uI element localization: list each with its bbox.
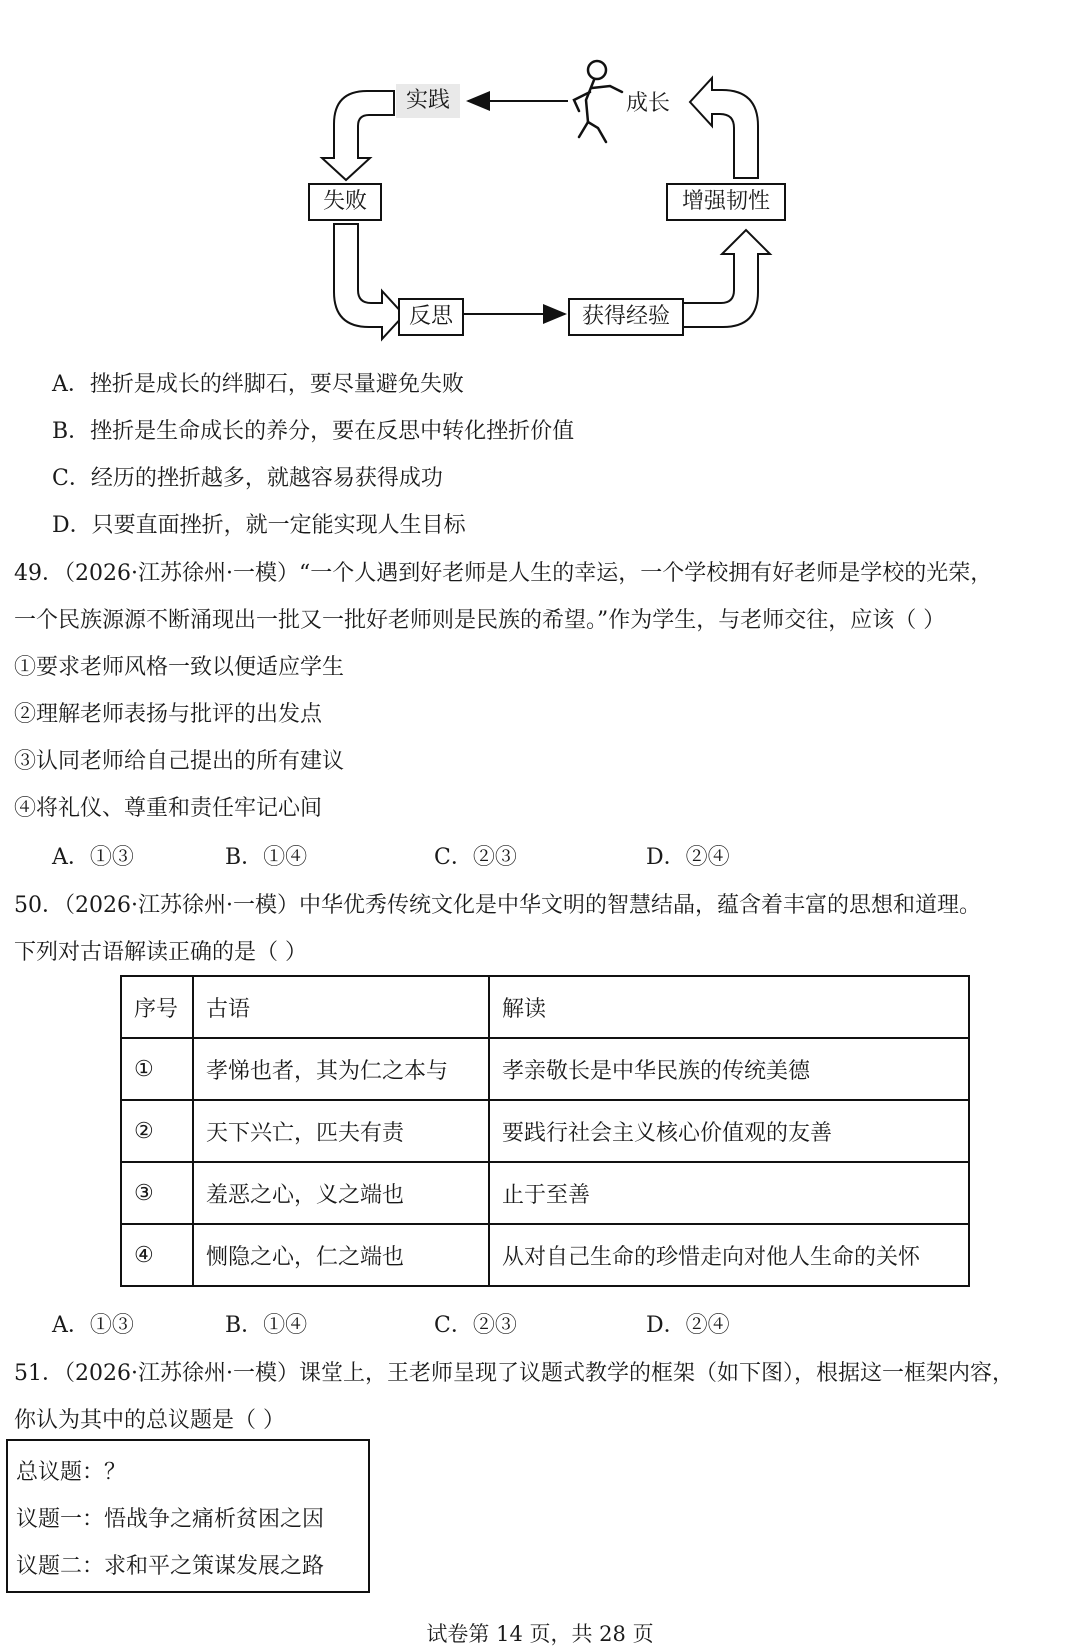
table-cell: 要践行社会主义核心价值观的友善 bbox=[489, 1100, 969, 1162]
table-cell: ① bbox=[121, 1038, 193, 1100]
node-resilience: 增强韧性 bbox=[666, 183, 786, 221]
table-cell: 从对自己生命的珍惜走向对他人生命的关怀 bbox=[489, 1224, 969, 1286]
node-growth: 成长 bbox=[626, 91, 671, 116]
table-row bbox=[121, 1162, 969, 1224]
table-cell: ③ bbox=[121, 1162, 193, 1224]
main-topic: 总议题：？ bbox=[16, 1460, 127, 1485]
q49-item-3: ③认同老师给自己提出的所有建议 bbox=[14, 749, 345, 774]
table-header: 解读 bbox=[489, 976, 969, 1038]
node-experience: 获得经验 bbox=[568, 298, 684, 336]
q50-choice-c[interactable]: C．②③ bbox=[434, 1313, 517, 1338]
node-practice: 实践 bbox=[396, 84, 460, 118]
table-cell: 孝亲敬长是中华民族的传统美德 bbox=[489, 1038, 969, 1100]
option-text: 挫折是成长的绊脚石，要尽量避免失败 bbox=[89, 372, 464, 397]
q49-choice-d[interactable]: D．②④ bbox=[646, 845, 730, 870]
option-letter: C． bbox=[52, 466, 91, 491]
arrow-resilience-to-growth bbox=[690, 78, 758, 178]
arrow-experience-to-resilience bbox=[683, 230, 770, 327]
sub-topic-1: 议题一：悟战争之痛析贫困之因 bbox=[16, 1507, 325, 1532]
option-letter: D． bbox=[52, 513, 92, 538]
table-header-row bbox=[121, 976, 969, 1038]
stick-figure-icon bbox=[574, 61, 622, 142]
q49-stem-line1: 49．（2026·江苏徐州·一模）“一个人遇到好老师是人生的幸运，一个学校拥有好老师是学校的光荣， bbox=[14, 561, 993, 586]
option-text: 只要直面挫折，就一定能实现人生目标 bbox=[91, 513, 466, 538]
table-header: 序号 bbox=[121, 976, 193, 1038]
node-failure: 失败 bbox=[308, 183, 382, 221]
node-reflection: 反思 bbox=[398, 298, 464, 336]
table-cell: ④ bbox=[121, 1224, 193, 1286]
table-header: 古语 bbox=[193, 976, 489, 1038]
q49-item-2: ②理解老师表扬与批评的出发点 bbox=[14, 702, 323, 727]
q50-choice-d[interactable]: D．②④ bbox=[646, 1313, 730, 1338]
q48-option-d[interactable] bbox=[52, 508, 466, 539]
arrow-practice-to-failure bbox=[322, 91, 394, 180]
q49-item-4: ④将礼仪、尊重和责任牢记心间 bbox=[14, 796, 323, 821]
table-row bbox=[121, 1100, 969, 1162]
option-letter: A． bbox=[52, 372, 90, 397]
table-cell: 天下兴亡，匹夫有责 bbox=[193, 1100, 489, 1162]
sub-topic-2: 议题二：求和平之策谋发展之路 bbox=[16, 1554, 325, 1579]
table-cell: 恻隐之心，仁之端也 bbox=[193, 1224, 489, 1286]
q49-choice-b[interactable]: B．①④ bbox=[225, 845, 308, 870]
table-cell: 羞恶之心，义之端也 bbox=[193, 1162, 489, 1224]
option-text: 挫折是生命成长的养分，要在反思中转化挫折价值 bbox=[90, 419, 575, 444]
q48-option-b[interactable] bbox=[52, 414, 574, 445]
q48-option-c[interactable] bbox=[52, 461, 443, 492]
table-cell: ② bbox=[121, 1100, 193, 1162]
q50-choice-a[interactable]: A．①③ bbox=[52, 1313, 134, 1338]
q48-option-a[interactable] bbox=[52, 367, 464, 398]
growth-cycle-diagram bbox=[0, 0, 1080, 350]
q49-stem-line2: 一个民族源源不断涌现出一批又一批好老师则是民族的希望。”作为学生，与老师交往，应该（ ） bbox=[14, 608, 946, 633]
q49-choice-c[interactable]: C．②③ bbox=[434, 845, 517, 870]
q49-choice-a[interactable]: A．①③ bbox=[52, 845, 134, 870]
option-letter: B． bbox=[52, 419, 91, 444]
q50-stem-line2: 下列对古语解读正确的是（ ） bbox=[14, 940, 307, 965]
q50-choice-b[interactable]: B．①④ bbox=[225, 1313, 308, 1338]
page-footer: 试卷第 14 页，共 28 页 bbox=[426, 1622, 654, 1646]
q50-stem-line1: 50．（2026·江苏徐州·一模）中华优秀传统文化是中华文明的智慧结晶，蕴含着丰富的思想和道理。 bbox=[14, 893, 981, 918]
topic-framework-box bbox=[6, 1439, 370, 1593]
q51-stem-line1: 51．（2026·江苏徐州·一模）课堂上，王老师呈现了议题式教学的框架（如下图），根据这一框架内容， bbox=[14, 1361, 1014, 1386]
q49-item-1: ①要求老师风格一致以便适应学生 bbox=[14, 655, 345, 680]
arrow-failure-to-reflection bbox=[334, 224, 404, 339]
table-cell: 止于至善 bbox=[489, 1162, 969, 1224]
table-row bbox=[121, 1224, 969, 1286]
table-row bbox=[121, 1038, 969, 1100]
option-text: 经历的挫折越多，就越容易获得成功 bbox=[90, 466, 443, 491]
ancient-sayings-table bbox=[120, 975, 970, 1287]
q51-stem-line2: 你认为其中的总议题是（ ） bbox=[14, 1408, 285, 1433]
table-cell: 孝悌也者，其为仁之本与 bbox=[193, 1038, 489, 1100]
